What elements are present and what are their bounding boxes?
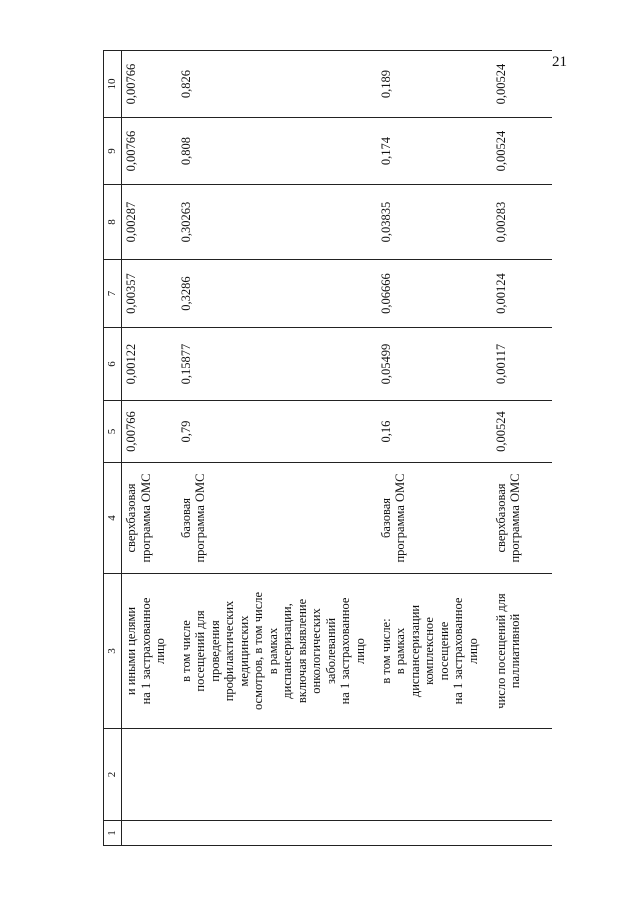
- cell-value: 0,03835: [377, 185, 492, 260]
- column-header: 3: [104, 574, 122, 729]
- cell-program: базовая программа ОМС: [177, 463, 377, 574]
- cell-value: 0,15877: [177, 328, 377, 401]
- cell-indicator: число посещений для паллиативной: [492, 574, 552, 729]
- table-row: [122, 51, 177, 846]
- cell-value: 0,00287: [122, 185, 177, 260]
- cell-value: 0,00766: [122, 51, 177, 118]
- header-row: [104, 51, 122, 846]
- cell-program: сверхбазовая программа ОМС: [122, 463, 177, 574]
- cell-col2: [177, 729, 377, 821]
- rotated-table-wrapper: [103, 51, 553, 846]
- cell-indicator: в том числе: в рамках диспансеризации комплексное посещение на 1 застрахованное лицо: [377, 574, 492, 729]
- page-number: 21: [552, 54, 567, 70]
- column-header: 4: [104, 463, 122, 574]
- cell-value: 0,00357: [122, 260, 177, 328]
- cell-value: 0,3286: [177, 260, 377, 328]
- cell-col2: [122, 729, 177, 821]
- column-header: 10: [104, 51, 122, 118]
- cell-program: базовая программа ОМС: [377, 463, 492, 574]
- cell-value: 0,79: [177, 401, 377, 463]
- column-header: 6: [104, 328, 122, 401]
- cell-col1: [377, 821, 492, 846]
- table-row: [177, 51, 377, 846]
- column-header: 1: [104, 821, 122, 846]
- cell-value: 0,00117: [492, 328, 552, 401]
- table-row: [492, 51, 552, 846]
- cell-value: 0,05499: [377, 328, 492, 401]
- cell-value: 0,00766: [122, 401, 177, 463]
- cell-value: 0,00524: [492, 118, 552, 185]
- cell-value: 0,06666: [377, 260, 492, 328]
- cell-value: 0,174: [377, 118, 492, 185]
- cell-value: 0,00524: [492, 401, 552, 463]
- cell-value: 0,00766: [122, 118, 177, 185]
- cell-value: 0,00122: [122, 328, 177, 401]
- cell-value: 0,00524: [492, 51, 552, 118]
- cell-col1: [177, 821, 377, 846]
- column-header: 7: [104, 260, 122, 328]
- column-header: 2: [104, 729, 122, 821]
- cell-value: 0,808: [177, 118, 377, 185]
- cell-col1: [492, 821, 552, 846]
- column-header: 8: [104, 185, 122, 260]
- column-header: 9: [104, 118, 122, 185]
- data-table: [103, 50, 552, 846]
- cell-value: 0,16: [377, 401, 492, 463]
- cell-col2: [492, 729, 552, 821]
- cell-value: 0,00124: [492, 260, 552, 328]
- cell-value: 0,30263: [177, 185, 377, 260]
- cell-program: сверхбазовая программа ОМС: [492, 463, 552, 574]
- cell-col2: [377, 729, 492, 821]
- cell-value: 0,826: [177, 51, 377, 118]
- cell-value: 0,00283: [492, 185, 552, 260]
- cell-col1: [122, 821, 177, 846]
- column-header: 5: [104, 401, 122, 463]
- cell-indicator: в том числе посещений для проведения профилактических медицинских осмотров, в том числе в рамках диспансеризации, включая выявление онкологических заболеваний на 1 застрахованное лицо: [177, 574, 377, 729]
- table-row: [377, 51, 492, 846]
- cell-indicator: и иными целями на 1 застрахованное лицо: [122, 574, 177, 729]
- cell-value: 0,189: [377, 51, 492, 118]
